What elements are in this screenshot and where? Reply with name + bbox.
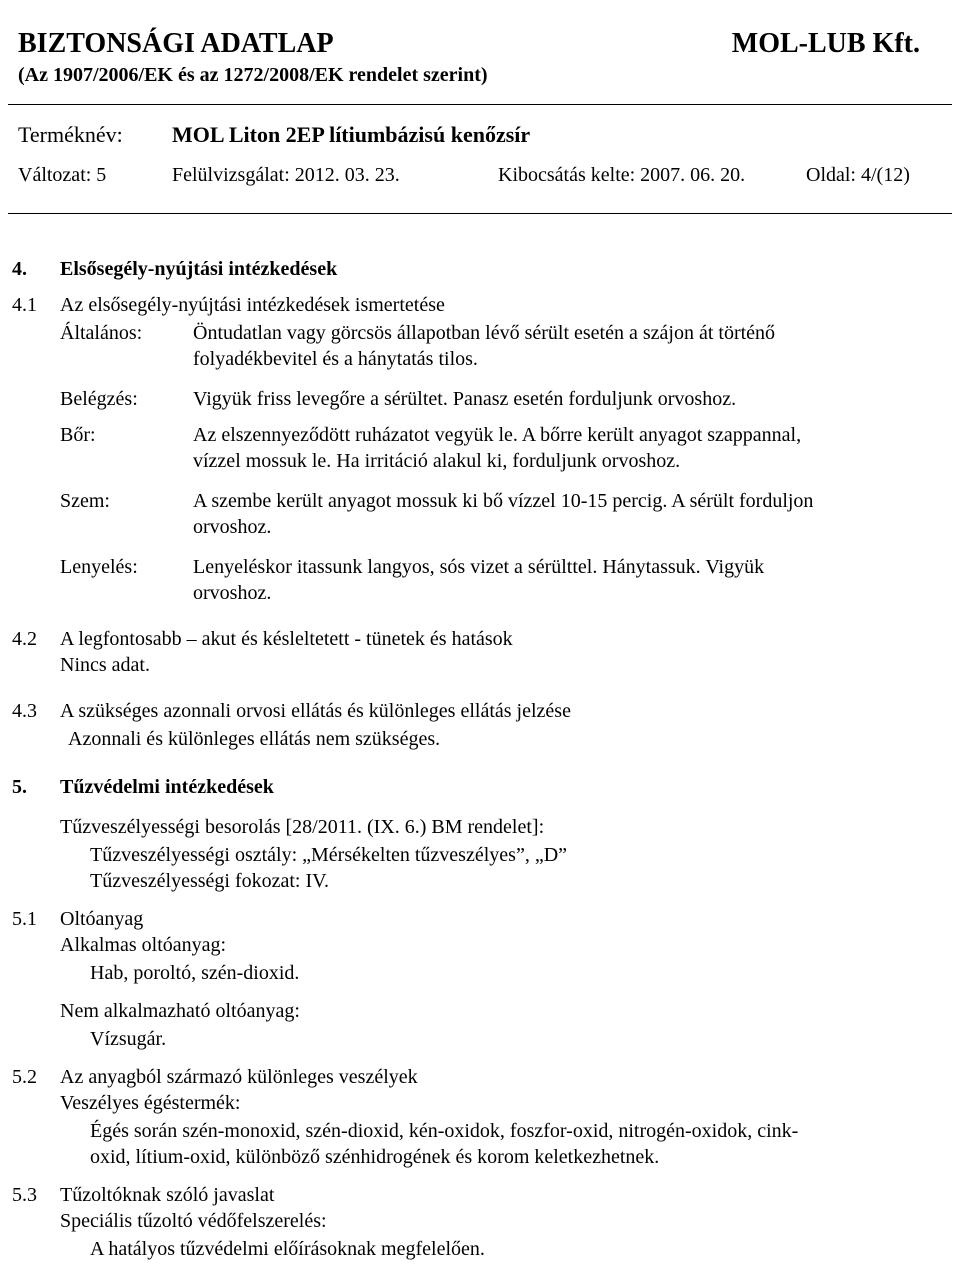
section-4-title: Elsősegély-nyújtási intézkedések <box>60 258 338 280</box>
page-number: Oldal: 4/(12) <box>806 164 910 186</box>
combustion-products-label: Veszélyes égéstermék: <box>60 1092 241 1114</box>
skin-text-line-2: vízzel mossuk le. Ha irritáció alakul ki, forduljunk orvoshoz. <box>193 450 681 472</box>
company-name: MOL-LUB Kft. <box>731 28 920 59</box>
suitable-extinguisher-text: Hab, poroltó, szén-dioxid. <box>90 962 300 984</box>
header-bottom-divider <box>8 213 952 214</box>
skin-text-line-1: Az elszennyeződött ruházatot vegyük le. A bőrre került anyagot szappannal, <box>193 424 802 446</box>
inhalation-label: Belégzés: <box>60 388 138 410</box>
combustion-products-line-1: Égés során szén-monoxid, szén-dioxid, kén-oxidok, foszfor-oxid, nitrogén-oxidok, cink- <box>90 1120 799 1142</box>
fire-classification: Tűzveszélyességi besorolás [28/2011. (IX. 6.) BM rendelet]: <box>60 816 545 838</box>
section-5-1-number: 5.1 <box>12 908 37 930</box>
protective-equipment-label: Speciális tűzoltó védőfelszerelés: <box>60 1210 327 1232</box>
eye-text-line-2: orvoshoz. <box>193 516 272 538</box>
ingestion-text-line-1: Lenyeléskor itassunk langyos, sós vizet a sérülttel. Hánytassuk. Vigyük <box>193 556 765 578</box>
header-divider <box>8 104 952 105</box>
section-5-1-title: Oltóanyag <box>60 908 144 930</box>
eye-text-line-1: A szembe került anyagot mossuk ki bő vízzel 10-15 percig. A sérült forduljon <box>193 490 814 512</box>
general-label: Általános: <box>60 322 143 344</box>
section-4-3-number: 4.3 <box>12 700 37 722</box>
eye-label: Szem: <box>60 490 110 512</box>
revision-date: Felülvizsgálat: 2012. 03. 23. <box>172 164 400 186</box>
general-text-line-2: folyadékbevitel és a hánytatás tilos. <box>193 348 478 370</box>
general-text-line-1: Öntudatlan vagy görcsös állapotban lévő sérült esetén a szájon át történő <box>193 322 776 344</box>
inhalation-text: Vigyük friss levegőre a sérültet. Panasz esetén forduljunk orvoshoz. <box>193 388 737 410</box>
section-5-2-title: Az anyagból származó különleges veszélyek <box>60 1066 418 1088</box>
product-label: Terméknév: <box>18 122 123 147</box>
issue-date: Kibocsátás kelte: 2007. 06. 20. <box>498 164 746 186</box>
fire-class-line: Tűzveszélyességi osztály: „Mérsékelten tűzveszélyes”, „D” <box>90 844 568 866</box>
unsuitable-extinguisher-label: Nem alkalmazható oltóanyag: <box>60 1000 300 1022</box>
section-5-title: Tűzvédelmi intézkedések <box>60 776 274 798</box>
fire-degree-line: Tűzveszélyességi fokozat: IV. <box>90 870 329 892</box>
regulation-subtitle: (Az 1907/2006/EK és az 1272/2008/EK rendelet szerint) <box>18 64 488 86</box>
section-5-number: 5. <box>12 776 27 798</box>
section-4-2-number: 4.2 <box>12 628 37 650</box>
product-name: MOL Liton 2EP lítiumbázisú kenőzsír <box>172 122 531 147</box>
section-4-2-title: A legfontosabb – akut és késleltetett - tünetek és hatások <box>60 628 513 650</box>
combustion-products-line-2: oxid, lítium-oxid, különböző szénhidrogének és korom keletkezhetnek. <box>90 1146 660 1168</box>
suitable-extinguisher-label: Alkalmas oltóanyag: <box>60 934 227 956</box>
document-title: BIZTONSÁGI ADATLAP <box>18 28 334 59</box>
section-4-1-number: 4.1 <box>12 294 37 316</box>
section-4-3-text: Azonnali és különleges ellátás nem szükséges. <box>68 728 441 750</box>
protective-equipment-text: A hatályos tűzvédelmi előírásoknak megfelelően. <box>90 1238 485 1260</box>
skin-label: Bőr: <box>60 424 96 446</box>
section-4-3-title: A szükséges azonnali orvosi ellátás és különleges ellátás jelzése <box>60 700 571 722</box>
version: Változat: 5 <box>18 164 107 186</box>
section-4-number: 4. <box>12 258 27 280</box>
section-5-3-number: 5.3 <box>12 1184 37 1206</box>
unsuitable-extinguisher-text: Vízsugár. <box>90 1028 167 1050</box>
section-5-3-title: Tűzoltóknak szóló javaslat <box>60 1184 275 1206</box>
ingestion-text-line-2: orvoshoz. <box>193 582 272 604</box>
section-5-2-number: 5.2 <box>12 1066 37 1088</box>
section-4-1-title: Az elsősegély-nyújtási intézkedések ismertetése <box>60 294 445 316</box>
section-4-2-text: Nincs adat. <box>60 654 150 676</box>
ingestion-label: Lenyelés: <box>60 556 138 578</box>
